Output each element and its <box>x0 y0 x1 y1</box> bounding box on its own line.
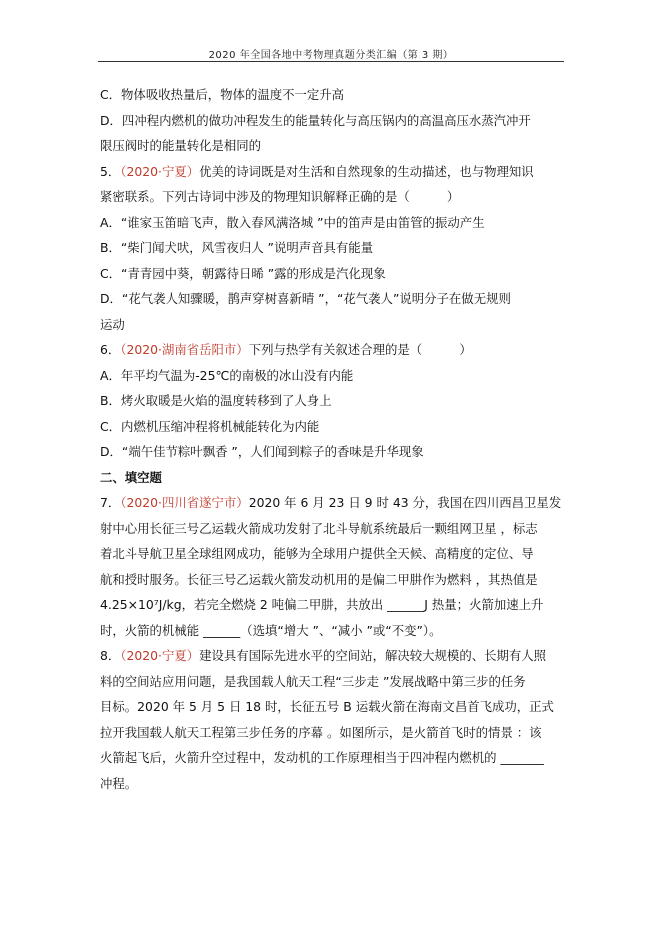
question-text: 2020 年 6 月 23 日 9 时 43 分，我国在四川西昌卫星发 <box>248 495 562 510</box>
question-8-continued: 拉开我国载人航天工程第三步任务的序幕 。如图所示，是火箭首飞时的情景 ：该 <box>100 724 542 740</box>
question-number: 7． <box>100 495 121 510</box>
question-5-option-a: A．“谁家玉笛暗飞声，散入春风满洛城 ”中的笛声是由笛管的振动产生 <box>100 214 485 230</box>
question-5-stem <box>100 159 566 185</box>
question-number: 8． <box>100 648 121 663</box>
question-5-option-d-continued: 运动 <box>100 316 125 332</box>
question-text: 下列与热学有关叙述合理的是（ ） <box>248 342 472 357</box>
question-text: 优美的诗词既是对生活和自然现象的生动描述，也与物理知识 <box>199 163 534 179</box>
page-header-title: 2020 年全国各地中考物理真题分类汇编（第 3 期） <box>208 50 454 61</box>
question-6-option-a: A．年平均气温为-25℃的南极的冰山没有内能 <box>100 367 354 383</box>
question-number: 5． <box>100 163 121 179</box>
question-8-continued: 目标。2020 年 5 月 5 日 18 时，长征五号 B 运载火箭在海南文昌首飞成功，正式 <box>100 699 554 714</box>
question-number: 6． <box>100 342 121 357</box>
question-8-continued: 火箭起飞后，火箭升空过程中，发动机的工作原理相当于四冲程内燃机的 _______ <box>100 750 544 765</box>
question-7-continued: 时，火箭的机械能 ______（选填“增大 ”、“减小 ”或“不变”）。 <box>100 622 442 638</box>
question-5-stem-continued: 紧密联系。下列古诗词中涉及的物理知识解释正确的是（ ） <box>100 189 460 204</box>
header-divider <box>98 61 564 62</box>
option-line: D．四冲程内燃机的做功冲程发生的能量转化与高压锅内的高温高压水蒸汽冲开 <box>100 112 531 128</box>
option-line-continued: 限压阀时的能量转化是相同的 <box>100 138 262 153</box>
question-5-option-c: C．“青青园中葵，朝露待日晞 ”露的形成是汽化现象 <box>100 265 386 281</box>
section-heading: 二、填空题 <box>100 469 162 485</box>
question-source-label: （2020·四川省遂宁市） <box>120 495 249 510</box>
question-6-stem <box>100 337 566 363</box>
question-7-continued: 射中心用长征三号乙运载火箭成功发射了北斗导航系统最后一颗组网卫星 ，标志 <box>100 520 538 536</box>
question-7-continued: 着北斗导航卫星全球组网成功，能够为全球用户提供全天候、高精度的定位、导 <box>100 546 534 561</box>
document-body <box>100 82 566 796</box>
question-6-option-c: C．内燃机压缩冲程将机械能转化为内能 <box>100 418 320 434</box>
question-8-continued: 冲程。 <box>100 775 138 791</box>
question-source-label: （2020·宁夏） <box>120 163 200 179</box>
question-text: 建设具有国际先进水平的空间站，解决较大规模的、长期有人照 <box>199 648 547 663</box>
question-7-continued: 航和授时服务。长征三号乙运载火箭发动机用的是偏二甲肼作为燃料 ，其热值是 <box>100 571 538 587</box>
question-source-label: （2020·宁夏） <box>120 648 200 663</box>
question-6-option-b: B．烤火取暖是火焰的温度转移到了人身上 <box>100 393 332 408</box>
question-5-option-b: B．“柴门闻犬吠，风雪夜归人 ”说明声音具有能量 <box>100 240 374 255</box>
option-line: C．物体吸收热量后，物体的温度不一定升高 <box>100 87 345 102</box>
question-source-label: （2020·湖南省岳阳市） <box>120 342 249 357</box>
question-7-continued: 4.25×10⁷J/kg，若完全燃烧 2 吨偏二甲肼，共放出 ______J 热量；火箭加速上升 <box>100 597 544 612</box>
question-8-continued: 料的空间站应用问题，是我国载人航天工程“三步走 ”发展战略中第三步的任务 <box>100 673 526 689</box>
question-6-option-d: D．“端午佳节粽叶飘香 ”，人们闻到粽子的香味是升华现象 <box>100 444 424 459</box>
question-8-stem <box>100 643 566 669</box>
question-7-stem <box>100 490 566 516</box>
question-5-option-d: D．“花气袭人知骤暖，鹊声穿树喜新晴 ”，“花气袭人”说明分子在做无规则 <box>100 291 511 306</box>
